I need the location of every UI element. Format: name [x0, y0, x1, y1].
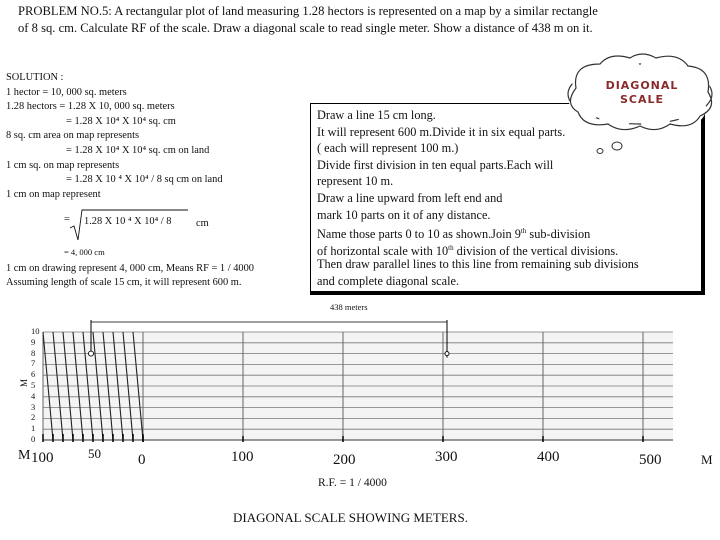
rf-label: R.F. = 1 / 4000 — [318, 477, 387, 489]
solution-line: 8 sq. cm area on map represents — [6, 130, 140, 142]
cloud-title-1: DIAGONAL — [605, 79, 679, 92]
solution-line: 1 cm on map represent — [6, 188, 101, 200]
solution-block — [6, 71, 223, 202]
root-prefix: = — [64, 214, 70, 225]
step-text: of horizontal scale with 10 — [317, 243, 449, 258]
step-line: and complete diagonal scale. — [317, 273, 460, 288]
vertical-tick-label: 0 — [31, 434, 36, 444]
step-line: mark 10 parts on it of any distance. — [317, 207, 491, 222]
solution-line: = 1.28 X 10 ⁴ X 10⁴ / 8 sq cm on land — [66, 174, 223, 186]
unit-right: M — [701, 452, 713, 467]
solution-line: 1 cm sq. on map represents — [6, 159, 120, 171]
cloud-title-2: SCALE — [619, 93, 665, 106]
step-text: sub-division — [526, 227, 591, 242]
vertical-tick-label: 1 — [31, 423, 36, 434]
solution-heading: SOLUTION : — [6, 72, 64, 83]
step-line: Then draw parallel lines to this line from remaining sub divisions — [317, 257, 639, 272]
scale-grid — [43, 320, 673, 442]
root-unit: cm — [196, 218, 209, 229]
problem-statement — [18, 3, 708, 37]
measure-point-left — [89, 351, 94, 356]
diagonal-scale-diagram — [0, 320, 720, 470]
problem-line-2: of 8 sq. cm. Calculate RF of the scale. Draw a diagonal scale to read single meter. Show a distance of 438 m on it. — [18, 21, 593, 35]
step-line — [317, 240, 639, 257]
vertical-tick-label: 5 — [31, 380, 36, 390]
diagram-caption: DIAGONAL SCALE SHOWING METERS. — [233, 510, 468, 525]
vertical-axis-label: M — [19, 378, 30, 388]
main-scale-label: 0 — [138, 452, 146, 468]
vertical-tick-label: 4 — [31, 390, 36, 401]
solution-line: = 1.28 X 10⁴ X 10⁴ sq. cm — [66, 115, 176, 127]
unit-left: M — [18, 448, 31, 463]
main-scale-label: 500 — [639, 452, 662, 468]
step-line: Draw a line upward from left end and — [317, 190, 503, 205]
root-expr-text — [84, 216, 171, 227]
step-line: It will represent 600 m.Divide it in six equal parts. — [317, 124, 566, 139]
problem-line-1: PROBLEM NO.5: A rectangular plot of land measuring 1.28 hectors is represented on a map by a similar rectangle — [18, 4, 598, 18]
step-text: division of the vertical divisions. — [453, 243, 619, 258]
step-sup: th — [448, 243, 454, 252]
step-line — [317, 223, 639, 240]
main-scale-label: 100 — [231, 449, 254, 465]
step-sup: th — [520, 227, 527, 236]
main-scale-label: 200 — [333, 452, 356, 468]
rf-result — [6, 262, 254, 290]
label-50: 50 — [88, 446, 101, 461]
vertical-tick-label: 6 — [31, 369, 36, 380]
step-line: Divide first division in ten equal parts.Each will — [317, 157, 554, 172]
step-line: ( each will represent 100 m.) — [317, 141, 459, 156]
solution-result: = 4, 000 cm — [64, 247, 105, 257]
vertical-tick-label: 3 — [31, 401, 36, 412]
solution-line: 1 hector = 10, 000 sq. meters — [6, 86, 127, 98]
rf-line-2: Assuming length of scale 15 cm, it will represent 600 m. — [6, 277, 242, 288]
vertical-tick-label: 9 — [31, 336, 36, 347]
rf-line-1: 1 cm on drawing represent 4, 000 cm, Means RF = 1 / 4000 — [6, 263, 254, 274]
root-expression — [64, 214, 70, 225]
step-text: Name those parts 0 to 10 as shown.Join 9 — [317, 227, 521, 242]
step-line: represent 10 m. — [317, 174, 394, 189]
measure-point-right — [445, 352, 449, 356]
dimension-label: 438 meters — [330, 302, 368, 312]
step-line: Draw a line 15 cm long. — [317, 108, 436, 122]
main-scale-label: 300 — [435, 449, 458, 465]
vertical-tick-label: 2 — [31, 412, 36, 423]
cloud-callout — [560, 52, 720, 162]
label-100-left: 100 — [31, 450, 54, 466]
vertical-tick-label: 7 — [31, 358, 36, 369]
solution-line: 1.28 hectors = 1.28 X 10, 000 sq. meters — [6, 101, 175, 113]
root-expr: 1.28 X 10 ⁴ X 10⁴ / 8 — [84, 216, 172, 227]
vertical-tick-label: 8 — [31, 347, 36, 358]
solution-line: = 1.28 X 10⁴ X 10⁴ sq. cm on land — [66, 144, 210, 156]
main-scale-label: 400 — [537, 449, 560, 465]
vertical-tick-label: 10 — [31, 326, 40, 336]
